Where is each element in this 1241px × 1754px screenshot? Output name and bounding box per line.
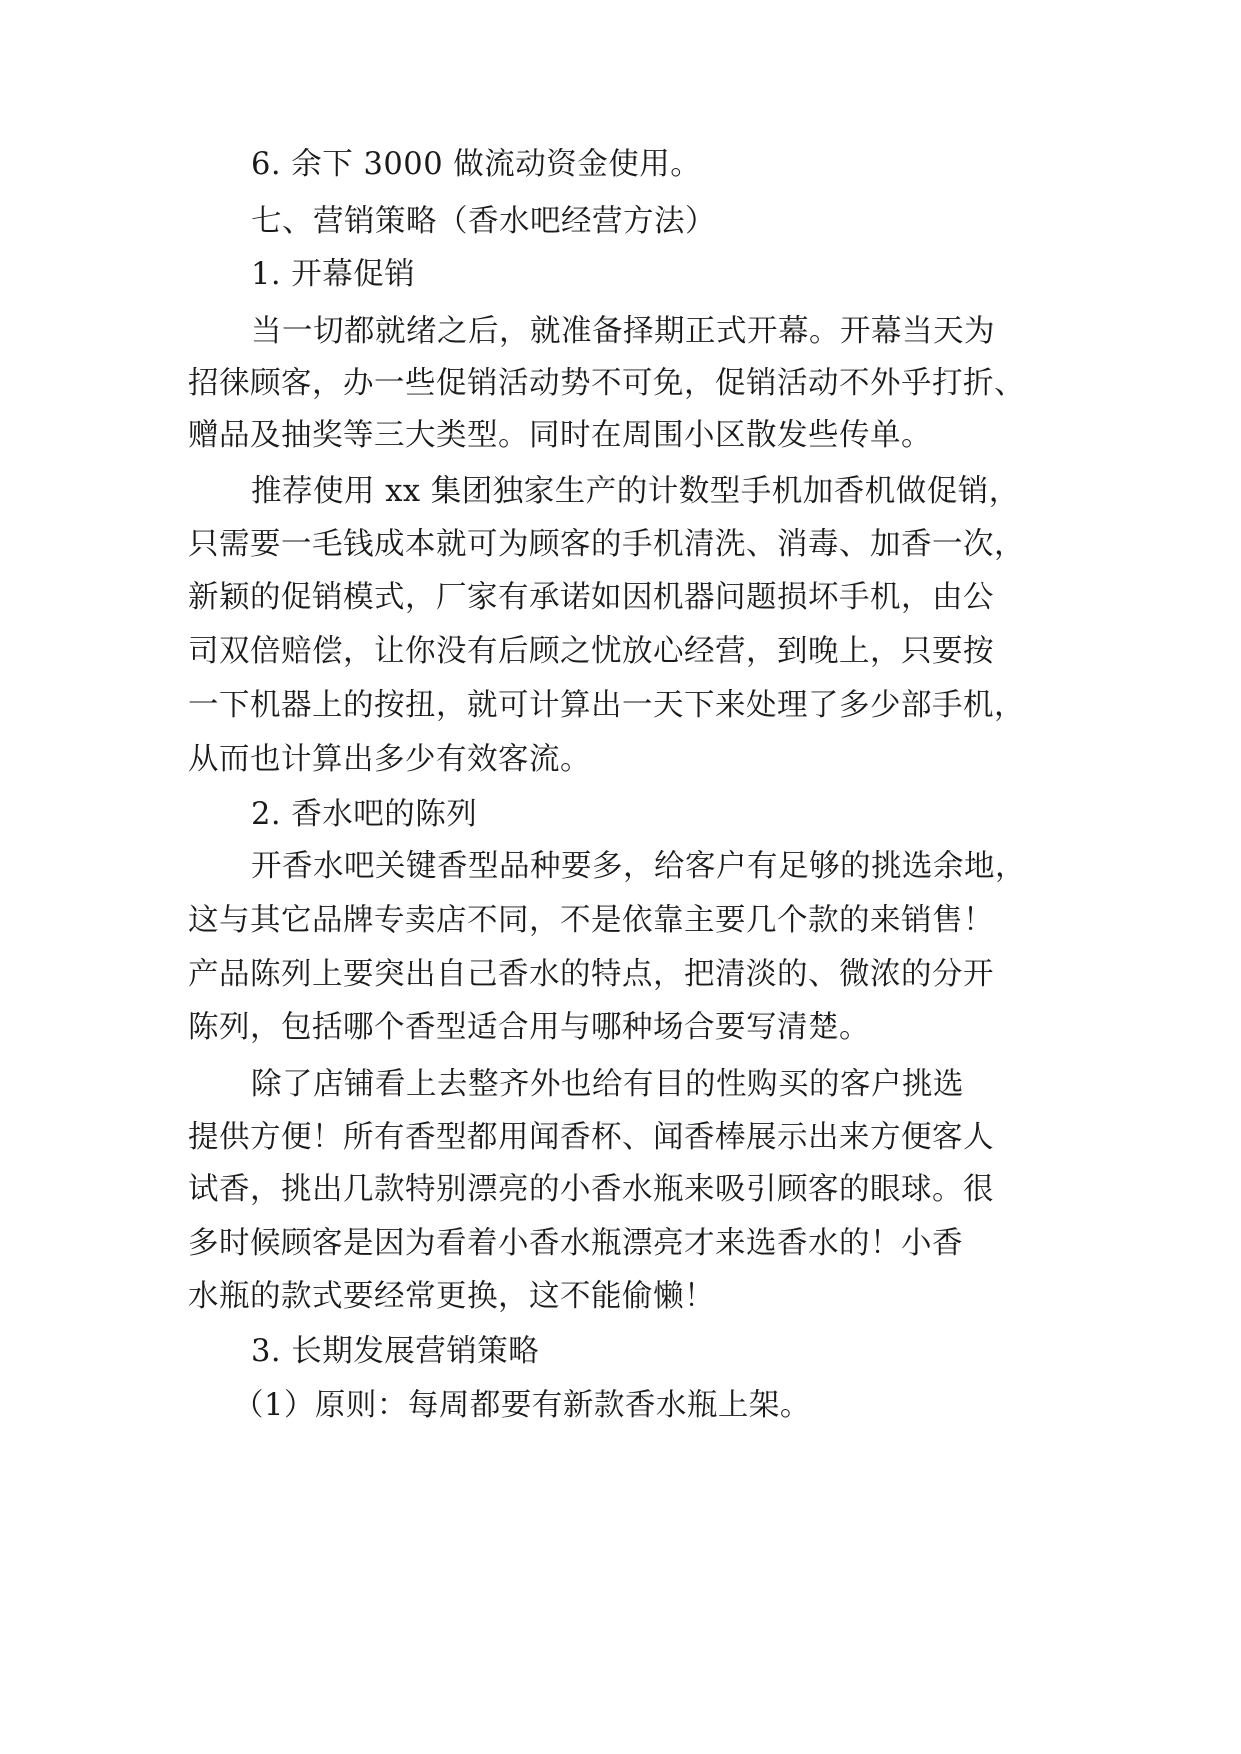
paragraph-line: 多时候顾客是因为看着小香水瓶漂亮才来选香水的！小香 [188,1226,963,1261]
paragraph-line: 一下机器上的按扭，就可计算出一天下来处理了多少部手机， [188,688,1025,723]
paragraph-line: 这与其它品牌专卖店不同，不是依靠主要几个款的来销售！ [188,903,994,938]
paragraph-line: 提供方便！所有香型都用闻香杯、闻香棒展示出来方便客人 [188,1120,994,1155]
paragraph-line: 水瓶的款式要经常更换，这不能偷懒！ [188,1279,715,1314]
subheading-3: 3. 长期发展营销策略 [251,1334,540,1369]
paragraph-line: 赠品及抽奖等三大类型。同时在周围小区散发些传单。 [188,418,932,453]
section-heading-7: 七、营销策略（香水吧经营方法） [251,204,716,239]
paragraph-line: 除了店铺看上去整齐外也给有目的性购买的客户挑选 [251,1067,964,1102]
principle-line: （1）原则：每周都要有新款香水瓶上架。 [233,1388,811,1423]
subheading-2: 2. 香水吧的陈列 [251,797,478,832]
paragraph-line: 试香，挑出几款特别漂亮的小香水瓶来吸引顾客的眼球。很 [188,1172,994,1207]
paragraph-line: 从而也计算出多少有效客流。 [188,742,591,777]
paragraph-line: 产品陈列上要突出自己香水的特点，把清淡的、微浓的分开 [188,957,994,992]
paragraph-line: 新颖的促销模式，厂家有承诺如因机器问题损坏手机，由公 [188,580,994,615]
subheading-1: 1. 开幕促销 [251,257,416,292]
paragraph-line: 招徕顾客，办一些促销活动势不可免，促销活动不外乎打折、 [188,366,1025,401]
paragraph-line: 开香水吧关键香型品种要多，给客户有足够的挑选余地， [251,849,1026,884]
paragraph-line: 只需要一毛钱成本就可为顾客的手机清洗、消毒、加香一次， [188,527,1025,562]
paragraph-line: 陈列，包括哪个香型适合用与哪种场合要写清楚。 [188,1010,870,1045]
paragraph-line: 推荐使用 xx 集团独家生产的计数型手机加香机做促销， [251,474,1020,509]
paragraph-line: 当一切都就绪之后，就准备择期正式开幕。开幕当天为 [251,314,995,349]
list-item-6: 6. 余下 3000 做流动资金使用。 [251,147,702,182]
paragraph-line: 司双倍赔偿，让你没有后顾之忧放心经营，到晚上，只要按 [188,634,994,669]
